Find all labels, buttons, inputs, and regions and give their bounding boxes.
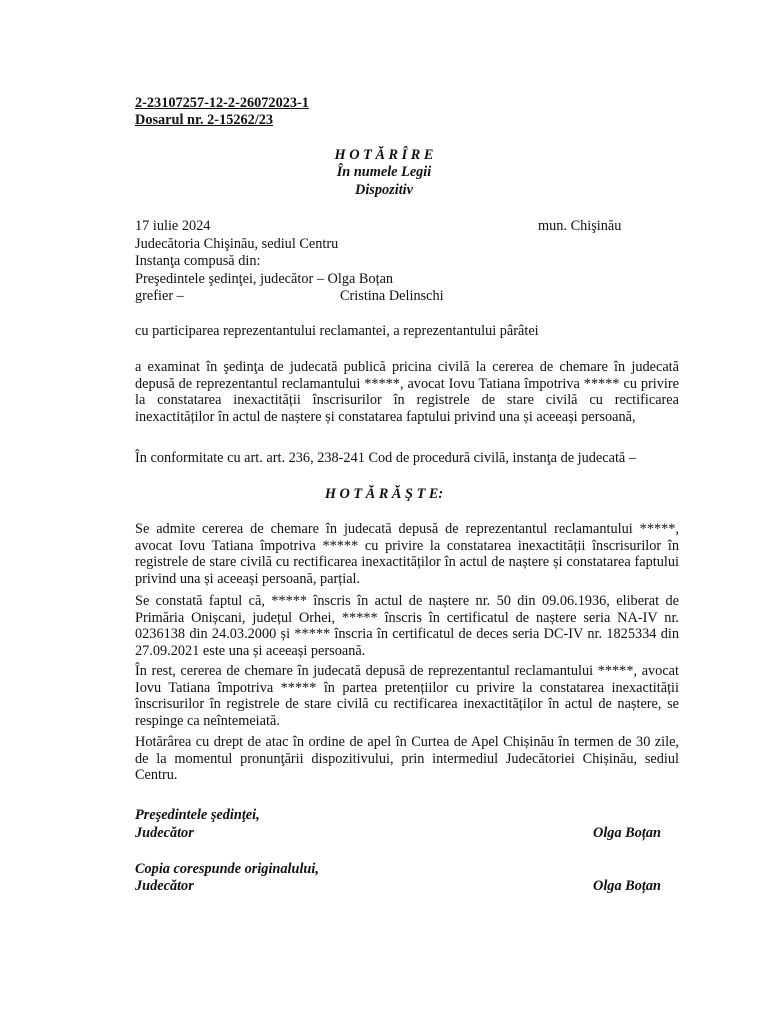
signature-president-title: Preşedintele şedinţei, (135, 807, 260, 823)
signature-judge-label-2: Judecător (135, 878, 194, 894)
in-name-of-law: În numele Legii (336, 164, 432, 180)
paragraph-reject: În rest, cererea de chemare în judecată depusă de reprezentantul reclamantului *****, avocat Iovu Tatiana împotriva ***** în partea pretențiilor cu privire la constatarea inexactității înscrisurilor în registrele de stare civilă cu rectificarea inexactităților în actul de naștere, se respinge ca neîntemeiată. (135, 663, 679, 729)
clerk-name: Cristina Delinschi (340, 288, 444, 304)
dispositive-heading: Dispozitiv (355, 182, 413, 198)
decision-date: 17 iulie 2024 (135, 218, 211, 234)
court-name: Judecătoria Chişinău, sediul Centru (135, 236, 339, 252)
copy-conforms-note: Copia corespunde originalului, (135, 861, 319, 877)
court-composition: Instanţa compusă din: (135, 253, 261, 269)
case-id: 2-23107257-12-2-26072023-1 (135, 95, 309, 111)
paragraph-appeal: Hotărârea cu drept de atac în ordine de apel în Curtea de Apel Chișinău în termen de 30 zile, de la momentul pronunţării dispozitivului, prin intermediul Judecătoriei Chișinău, sediul Centru. (135, 734, 679, 784)
examined-paragraph: a examinat în şedinţa de judecată publică pricina civilă la cererea de chemare în judecată depusă de reprezentantul reclamantului *****, avocat Iovu Tatiana împotriva ***** cu privire la constatarea inexactității înscrisurilor în registrele de stare civilă cu rectificarea inexactităților în actul de naștere și constatarea faptului privind una și aceeași persoană, (135, 359, 679, 425)
participation-text: cu participarea reprezentantului reclamantei, a reprezentantului pârâtei (135, 323, 539, 339)
file-number: Dosarul nr. 2-15262/23 (135, 112, 274, 128)
signature-judge-name-1: Olga Boțan (593, 825, 661, 841)
signature-judge-label-1: Judecător (135, 825, 194, 841)
decision-title: H O T Ă R Î R E (334, 147, 434, 163)
signature-judge-name-2: Olga Boțan (593, 878, 661, 894)
decision-place: mun. Chişinău (538, 218, 622, 234)
paragraph-establish: Se constată faptul că, ***** înscris în actul de naștere nr. 50 din 09.06.1936, eliberat de Primăria Onișcani, județul Orhei, ***** înscris în certificatul de naștere seria NA-IV nr. 0236138 din 24.03.2000 și ***** înscria în certificatul de deces seria DC-IV nr. 1825334 din 27.09.2021 este una și aceeași persoană. (135, 593, 679, 659)
paragraph-admit: Se admite cererea de chemare în judecată depusă de reprezentantul reclamantului *****, avocat Iovu Tatiana împotriva ***** cu privire la constatarea inexactității înscrisurilor în registrele de stare civilă cu rectificarea inexactităților în actul de naștere și constatarea faptului privind una și aceeași persoană, parțial. (135, 521, 679, 587)
clerk-label: grefier – (135, 288, 184, 304)
conformity-text: În conformitate cu art. art. 236, 238-241 Cod de procedură civilă, instanţa de judecată – (135, 450, 637, 466)
session-president: Preşedintele şedinţei, judecător – Olga Boțan (135, 271, 394, 287)
decides-heading: H O T Ă R Ă Ş T E: (324, 486, 444, 502)
